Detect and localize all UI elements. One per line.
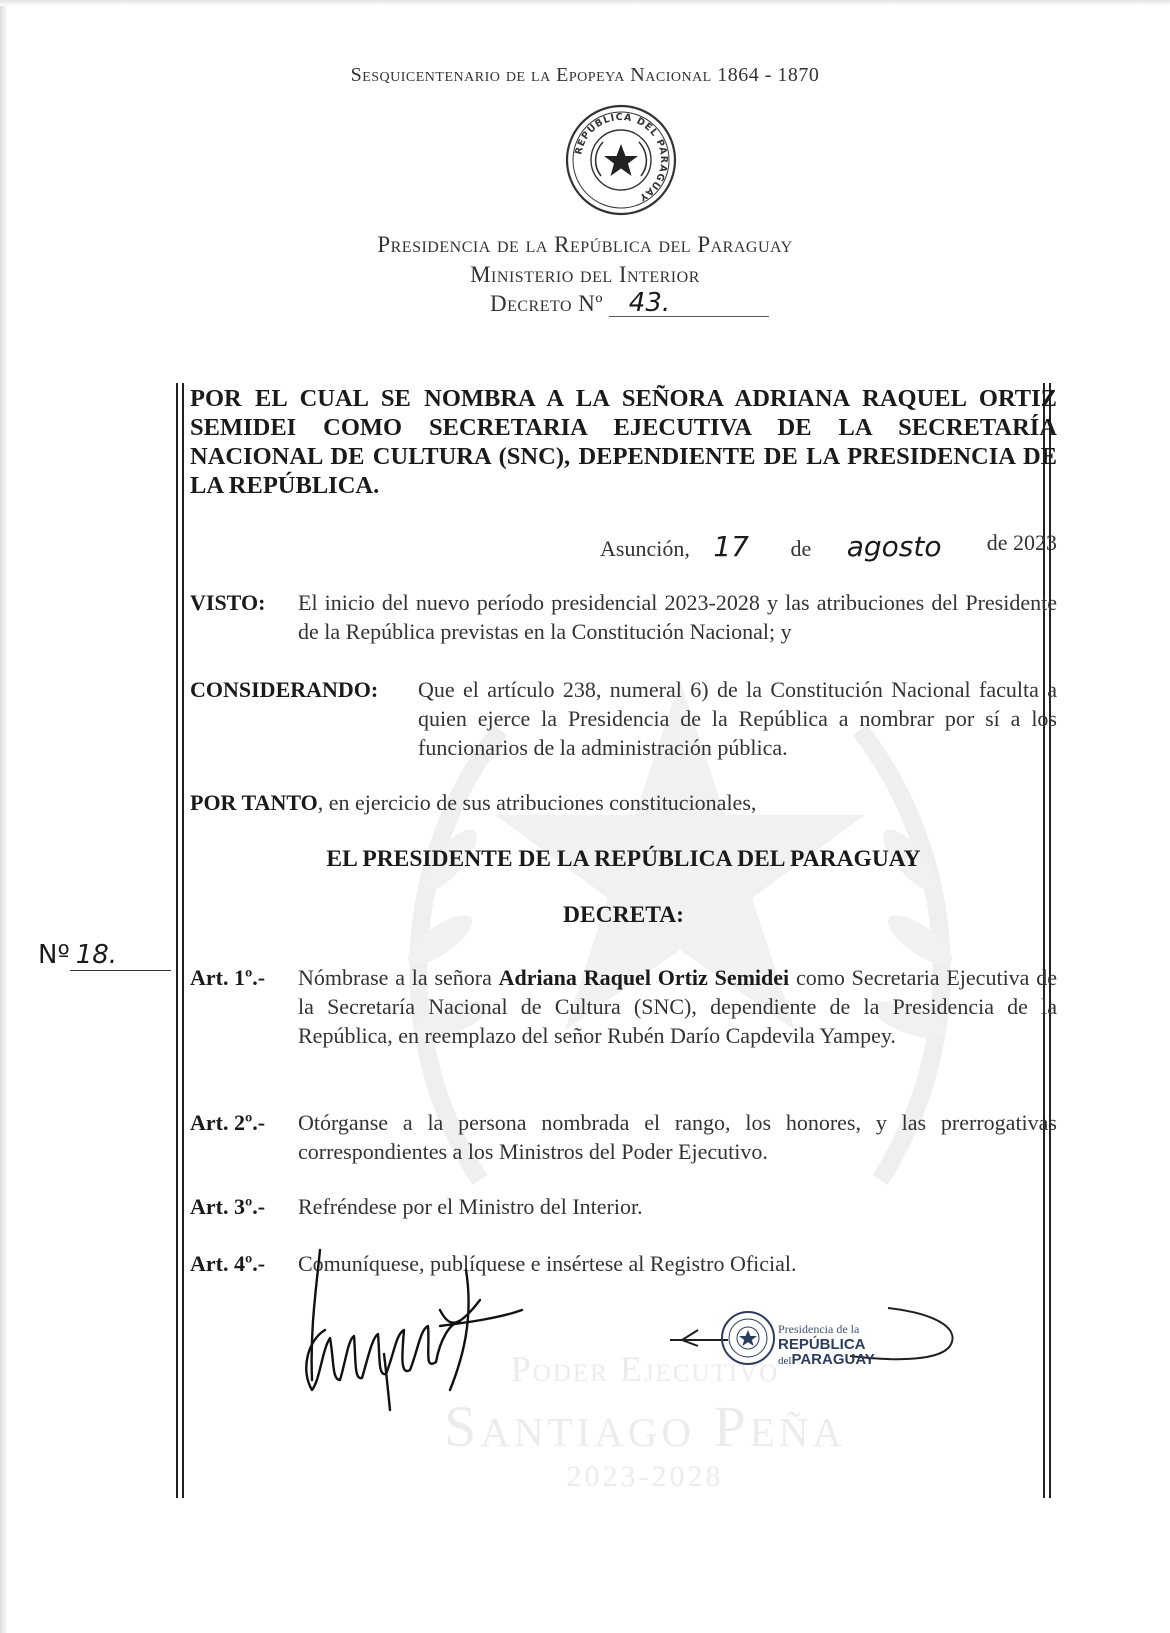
date-month: agosto	[846, 530, 942, 563]
considerando-label: CONSIDERANDO:	[190, 677, 379, 702]
motto-line: Sesquicentenario de la Epopeya Nacional 1864 - 1870	[350, 64, 820, 86]
page-top-shadow	[0, 0, 1170, 6]
ministry-heading: Ministerio del Interior	[470, 262, 700, 287]
presidency-heading: Presidencia de la República del Paraguay	[377, 232, 793, 257]
decree-number: 43.	[609, 290, 769, 317]
stamp-line-2: REPÚBLICA	[778, 1336, 866, 1353]
date-line	[600, 530, 1057, 563]
article-text: Nómbrase a la señora Adriana Raquel Ortiz Semidei como Secretaria Ejecutiva de la Secretaría Nacional de Cultura (SNC), dependiente de la Presidencia de la República, en reemplazo del señor Rubén Darío Capdevila Yampey.	[298, 965, 1058, 1048]
article-1	[190, 963, 1057, 1050]
stamp-line-3: delPARAGUAY	[778, 1351, 875, 1368]
margin-registry-number	[38, 940, 171, 971]
frame-left-line	[182, 383, 184, 1498]
president-heading: EL PRESIDENTE DE LA REPÚBLICA DEL PARAGUAY	[326, 846, 921, 872]
date-de: de	[790, 536, 812, 561]
stamp-line-1: Presidencia de la	[778, 1322, 860, 1336]
date-year: de 2023	[986, 530, 1057, 555]
considerando-paragraph	[190, 675, 1057, 762]
appointee-name: Adriana Raquel Ortiz Semidei	[498, 965, 790, 990]
article-text: Refréndese por el Ministro del Interior.	[298, 1194, 643, 1219]
date-day: 17	[713, 530, 749, 563]
frame-left-line	[176, 383, 178, 1498]
article-label: Art. 2º.-	[190, 1110, 266, 1135]
margin-number-label: Nº	[38, 940, 70, 970]
visto-paragraph	[190, 588, 1057, 646]
date-city: Asunción,	[600, 536, 690, 561]
watermark-line-2: Santiago Peña	[443, 1394, 847, 1459]
article-2	[190, 1108, 1057, 1166]
star-seal-icon	[561, 100, 681, 220]
signature-icon	[290, 1230, 530, 1420]
watermark-line-1: Poder Ejecutivo	[510, 1349, 780, 1389]
decree-label: Decreto Nº	[490, 291, 604, 316]
por-tanto-label: POR TANTO	[190, 790, 318, 815]
decree-number-line	[490, 290, 769, 317]
margin-number-value: 18.	[70, 940, 171, 971]
por-tanto-paragraph	[190, 788, 1057, 817]
visto-text: El inicio del nuevo período presidencial 2023-2028 y las atribuciones del Presidente de la República previstas en la Constitución Nacional; y	[298, 590, 1057, 644]
considerando-text: Que el artículo 238, numeral 6) de la Constitución Nacional faculta a quien ejerce la Presidencia de la República a nombrar por sí a los funcionarios de la administración pública.	[418, 677, 1057, 760]
article-3	[190, 1192, 1057, 1221]
decree-title: POR EL CUAL SE NOMBRA A LA SEÑORA ADRIANA RAQUEL ORTIZ SEMIDEI COMO SECRETARIA EJECUTIVA DE LA SECRETARÍA NACIONAL DE CULTURA (SNC), DEPENDIENTE DE LA PRESIDENCIA DE LA REPÚBLICA.	[190, 385, 1057, 499]
visto-label: VISTO:	[190, 590, 266, 615]
seal-ring-text: REPÚBLICA DEL PARAGUAY	[573, 111, 670, 204]
article-text: Otórganse a la persona nombrada el rango, los honores, y las prerrogativas correspondientes a los Ministros del Poder Ejecutivo.	[298, 1110, 1057, 1164]
article-label: Art. 4º.-	[190, 1251, 266, 1276]
decreta-heading: DECRETA:	[563, 902, 684, 928]
watermark-line-3: 2023-2028	[566, 1460, 724, 1493]
article-label: Art. 1º.-	[190, 965, 266, 990]
stamp-text	[778, 1322, 875, 1369]
article-label: Art. 3º.-	[190, 1194, 266, 1219]
article-text: Comuníquese, publíquese e insértese al Registro Oficial.	[298, 1251, 797, 1276]
por-tanto-text: , en ejercicio de sus atribuciones constitucionales,	[317, 790, 757, 815]
